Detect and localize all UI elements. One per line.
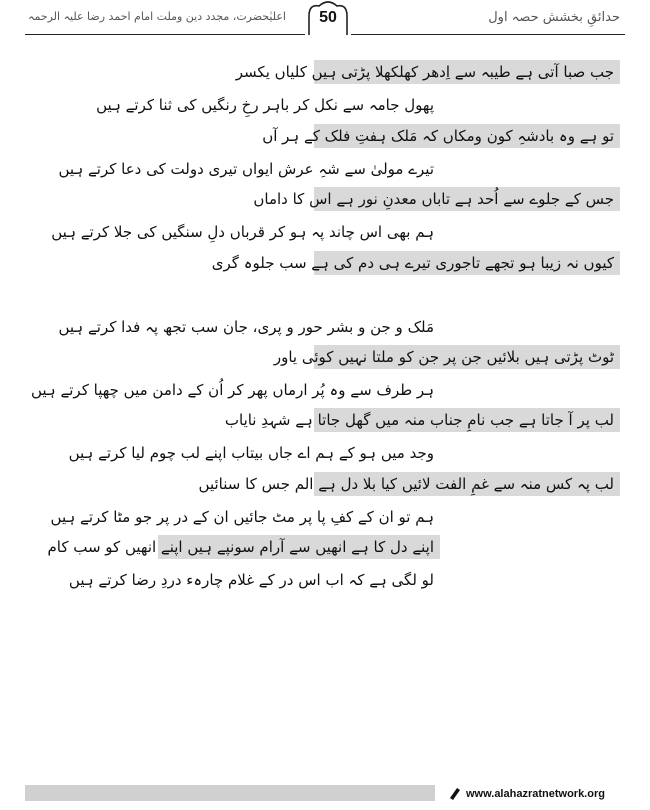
verse-line-4: تیرے مولیٰ سے شہِ عرش ایواں تیری دولت کی دعا کرتے ہیں <box>58 160 434 178</box>
page-number-badge <box>305 0 351 36</box>
verse-line-7: کیوں نہ زیبا ہو تجھے تاجوری تیرے ہی دم کی ہے سب جلوہ گری <box>314 251 620 275</box>
verse-line-1: جب صبا آتی ہے طیبہ سے اِدھر کھلکھلا پڑتی ہیں کلیاں یکسر <box>314 60 620 84</box>
verse-line-3: تو ہے وہ بادشہِ کون ومکاں کہ مَلک ہفتِ فلک کے ہر آں <box>314 124 620 148</box>
verse-line-11: لب پر آ جاتا ہے جب نامِ جناب منہ میں گھل جاتا ہے شہدِ نایاب <box>314 408 620 432</box>
verse-line-15: اپنے دل کا ہے انھیں سے آرام سونپے ہیں اپنے انھیں کو سب کام <box>158 535 440 559</box>
author-name: اعلیٰحضرت، مجدد دین وملت امام احمد رضا علیہ الرحمہ <box>28 10 286 23</box>
page-number: 50 <box>319 9 337 26</box>
verse-line-14: ہم تو ان کے کفِ پا پر مٹ جائیں ان کے در پر جو مٹا کرتے ہیں <box>50 508 434 526</box>
verse-line-10: ہر طرف سے وہ پُر ارماں پھر کر اُن کے دامن میں چھپا کرتے ہیں <box>30 381 434 399</box>
verse-line-5: جس کے جلوے سے اُحد ہے تاباں معدنِ نور ہے اس کا داماں <box>314 187 620 211</box>
verse-line-9: ٹوٹ پڑتی ہیں بلائیں جن پر جن کو ملتا نہیں کوئی یاور <box>314 345 620 369</box>
website-link[interactable]: www.alahazratnetwork.org <box>466 787 605 800</box>
pen-icon <box>450 788 460 800</box>
footer-website[interactable] <box>450 786 625 801</box>
verse-line-16: لو لگی ہے کہ اب اس در کے غلام چارہء دردِ رضا کرتے ہیں <box>68 571 434 589</box>
verse-line-2: پھول جامہ سے نکل کر باہر رخِ رنگیں کی ثنا کرتے ہیں <box>96 96 434 114</box>
verse-line-13: لب پہ کس منہ سے غمِ الفت لائیں کیا بلا دل ہے الم جس کا سنائیں <box>314 472 620 496</box>
verse-line-12: وجد میں ہو کے ہم اے جاں بیتاب اپنے لب چوم لیا کرتے ہیں <box>68 444 434 462</box>
verse-line-8: مَلک و جن و بشر حور و پری، جان سب تجھ پہ فدا کرتے ہیں <box>58 318 434 336</box>
verse-line-6: ہم بھی اس چاند پہ ہو کر قرباں دلِ سنگیں کی جلا کرتے ہیں <box>51 223 434 241</box>
book-title: حدائقِ بخشش حصہ اول <box>488 10 620 25</box>
footer-bar <box>25 785 435 801</box>
